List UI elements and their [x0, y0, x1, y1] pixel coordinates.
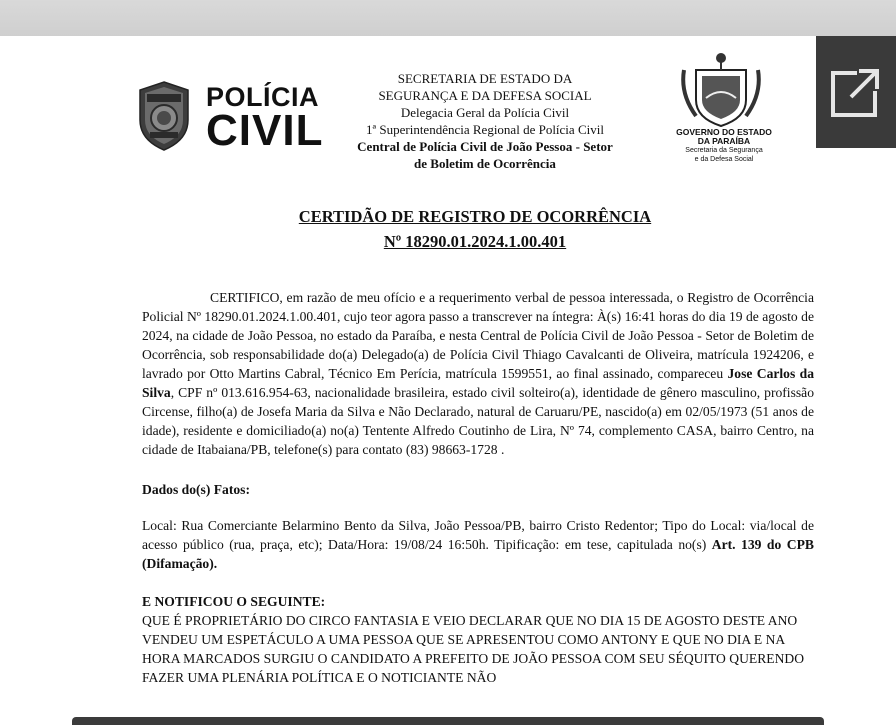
open-external-button[interactable]: [816, 36, 896, 148]
person-name: Jose Carlos da Silva: [142, 366, 814, 400]
governo-paraiba-label: [664, 128, 784, 164]
notificou-text: QUE É PROPRIETÁRIO DO CIRCO FANTASIA E VEIO DECLARAR QUE NO DIA 15 DE AGOSTO DESTE ANO VENDEU UM ESPETÁCULO A UMA PESSOA QUE SE APRESENTOU COMO ANTONY E QUE NO DIA E NA HORA MARCADOS SURGIU O CANDIDATO A PREFEITO DE JOÃO PESSOA COM SEU SÉQUITO QUERENDO FAZER UMA PLENÁRIA POLÍTICA E O NOTICIANTE NÃO: [142, 613, 805, 685]
secretaria-line-1: SECRETARIA DE ESTADO DA: [397, 71, 573, 86]
viewer-top-bar: [0, 0, 896, 36]
secretaria-line-2: SEGURANÇA E DA DEFESA SOCIAL: [378, 88, 592, 103]
certificate-number: Nº 18290.01.2024.1.00.401: [383, 232, 567, 251]
local-text: Local: Rua Comerciante Belarmino Bento da Silva, João Pessoa/PB, bairro Cristo Redentor; Tipo do Local: via/local de acesso público (rua, praça, etc); Data/Hora: 19/08/24 16:50h. Tipificação: em tese, capitulada no(s): [142, 518, 814, 552]
certification-paragraph: [142, 288, 814, 459]
central-line-2: de Boletim de Ocorrência: [414, 156, 556, 171]
open-external-icon: [829, 65, 883, 119]
paragraph-start: CERTIFICO, em razão de meu ofício e a requerimento verbal de pessoa interessada, o Registro de Ocorrência Policial Nº 18290.01.2024.1.00.401, cujo teor agora passo a transcrever na íntegra: À(s) 16:41 horas do dia 19 de agosto de 2024, na cidade de João Pessoa, no estado da Paraíba, e nesta Central de Polícia Civil de João Pessoa - Setor de Boletim de Ocorrência, sob responsabilidade do(a) Delegado(a) de Polícia Civil Thiago Cavalcanti de Oliveira, matrícula 1924206, e lavrado por Otto Martins Cabral, Técnico Em Perícia, matrícula 1599551, ao final assinado, compareceu: [142, 290, 814, 381]
document-title: [140, 204, 810, 254]
superintendencia-line: 1ª Superintendência Regional de Polícia Civil: [366, 122, 604, 137]
police-badge-icon: [136, 80, 192, 152]
fatos-heading: Dados do(s) Fatos:: [142, 482, 250, 497]
policia-civil-logo: [206, 84, 323, 153]
gov-line-3: Secretaria da Segurança: [685, 147, 763, 154]
gov-line-4: e da Defesa Social: [694, 156, 754, 163]
central-line-1: Central de Polícia Civil de João Pessoa - Setor: [357, 139, 613, 154]
notificou-heading: E NOTIFICOU O SEGUINTE:: [142, 594, 326, 609]
logo-line-2: CIVIL: [206, 106, 324, 155]
gov-line-1: GOVERNO DO ESTADO: [676, 127, 772, 137]
delegacia-line: Delegacia Geral da Polícia Civil: [400, 105, 570, 120]
institution-header: [340, 70, 630, 172]
local-article: Art. 139 do CPB (Difamação).: [142, 537, 814, 571]
local-paragraph: [142, 516, 814, 573]
title-line-1: CERTIDÃO DE REGISTRO DE OCORRÊNCIA: [298, 207, 652, 226]
viewer-bottom-toolbar[interactable]: [72, 717, 824, 725]
document-body: [142, 288, 814, 687]
gov-line-2: DA PARAÍBA: [697, 136, 751, 146]
paragraph-end: , CPF nº 013.616.954-63, nacionalidade brasileira, estado civil solteiro(a), identidade de gênero masculino, profissão Circense, filho(a) de Josefa Maria da Silva e Não Declarado, natural de Caruaru/PE, nascido(a) em 02/05/1973 (51 anos de idade), residente e domiciliado(a) no(a) Tentente Alfredo Coutinho de Lira, Nº 74, complemento CASA, bairro Centro, na cidade de Itabaiana/PB, telefone(s) para contato (83) 98663-1728 .: [142, 385, 814, 457]
logo-line-1: POLÍCIA: [206, 82, 320, 112]
